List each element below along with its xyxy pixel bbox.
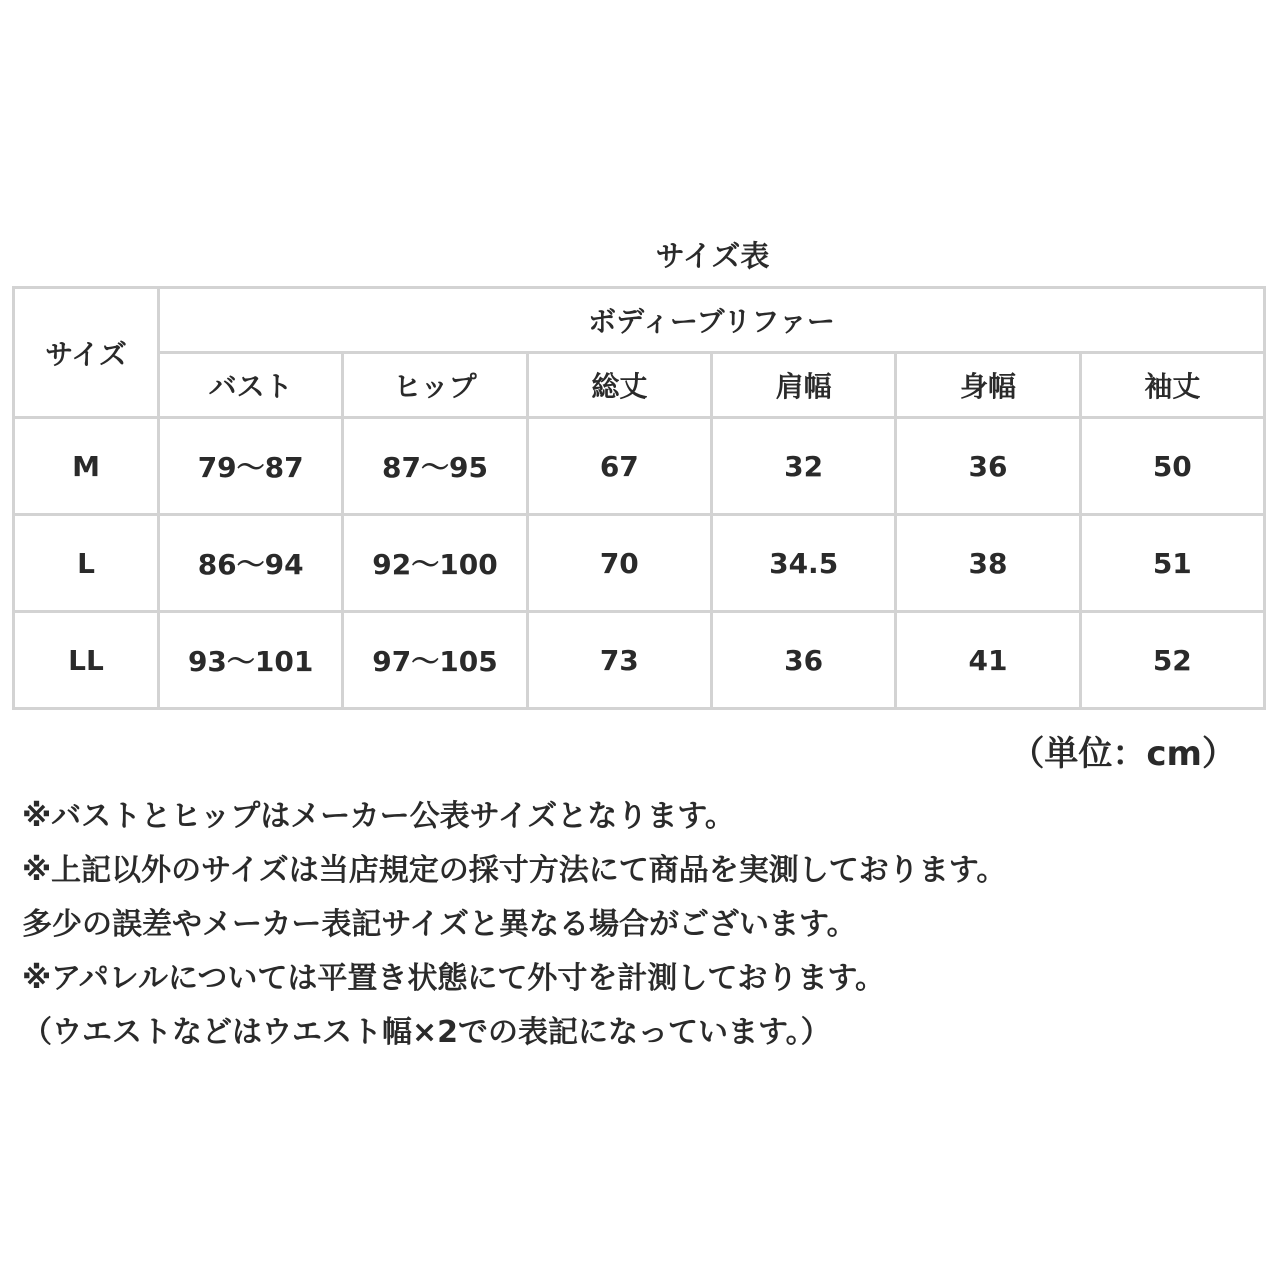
table-cell: 36 — [896, 418, 1080, 515]
size-cell: L — [14, 515, 159, 612]
column-header-shoulder: 肩幅 — [711, 353, 895, 418]
table-cell: 51 — [1080, 515, 1264, 612]
unit-label: （単位：cm） — [1010, 734, 1236, 774]
note-line: ※バストとヒップはメーカー公表サイズとなります。 — [22, 799, 735, 834]
column-header-length: 総丈 — [527, 353, 711, 418]
size-table — [12, 286, 1266, 710]
column-header-width: 身幅 — [896, 353, 1080, 418]
table-cell: 52 — [1080, 612, 1264, 709]
note-line: （ウエストなどはウエスト幅×2での表記になっています。） — [22, 1015, 831, 1050]
column-header-row — [14, 353, 1265, 418]
table-cell: 50 — [1080, 418, 1264, 515]
table-cell: 87～95 — [343, 418, 527, 515]
notes-section — [22, 790, 1262, 1060]
table-cell: 86～94 — [159, 515, 343, 612]
table-cell: 38 — [896, 515, 1080, 612]
column-header-bust: バスト — [159, 353, 343, 418]
table-row — [14, 515, 1265, 612]
note-line: ※アパレルについては平置き状態にて外寸を計測しております。 — [22, 961, 886, 996]
table-header-row — [14, 288, 1265, 353]
table-cell: 79～87 — [159, 418, 343, 515]
table-row — [14, 418, 1265, 515]
note-line: 多少の誤差やメーカー表記サイズと異なる場合がございます。 — [22, 907, 857, 942]
column-header-hip: ヒップ — [343, 353, 527, 418]
table-cell: 34.5 — [711, 515, 895, 612]
table-cell: 97～105 — [343, 612, 527, 709]
table-row — [14, 612, 1265, 709]
table-cell: 32 — [711, 418, 895, 515]
table-cell: 67 — [527, 418, 711, 515]
table-cell: 73 — [527, 612, 711, 709]
table-cell: 70 — [527, 515, 711, 612]
column-header-sleeve: 袖丈 — [1080, 353, 1264, 418]
size-cell: M — [14, 418, 159, 515]
table-cell: 92～100 — [343, 515, 527, 612]
table-cell: 93～101 — [159, 612, 343, 709]
note-line: ※上記以外のサイズは当店規定の採寸方法にて商品を実測しております。 — [22, 853, 1007, 888]
size-cell: LL — [14, 612, 159, 709]
group-header-cell: ボディーブリファー — [159, 288, 1265, 353]
size-header-cell: サイズ — [14, 288, 159, 418]
table-cell: 36 — [711, 612, 895, 709]
page-title: サイズ表 — [655, 239, 770, 273]
table-cell: 41 — [896, 612, 1080, 709]
